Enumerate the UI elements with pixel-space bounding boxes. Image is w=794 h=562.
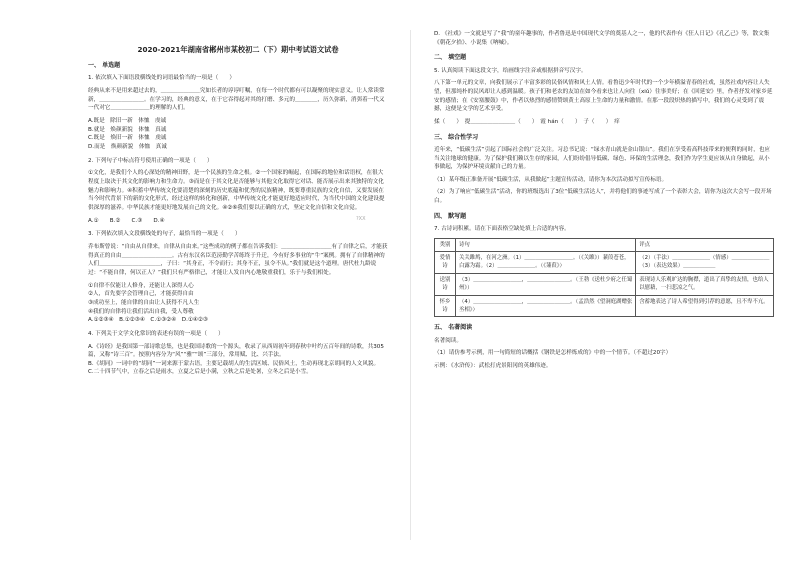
question-1 — [88, 74, 388, 151]
table-cell: 含蓄地表达了诗人希望得到引荐的意愿，且不卑不亢。 — [636, 295, 774, 317]
option: A.① B.② C.③ D.④ — [88, 217, 165, 224]
table-row — [435, 252, 774, 274]
option: A.既是 除旧一新 体恤 虔诚 — [88, 118, 167, 125]
table-cell: 表现诗人乐观旷达的胸襟，道出了真挚的友情，也给人以慰藉，一扫悲凉之气。 — [636, 273, 774, 295]
section-dictation: 四、 默写题 — [434, 212, 467, 220]
question-stem: 1. 依次填入下面语段横线处的词语最恰当的一项是（ ） — [88, 75, 235, 82]
table-header: 评点 — [636, 238, 774, 251]
column-divider — [410, 30, 411, 540]
left-column — [88, 30, 388, 377]
section-comprehensive: 三、 综合性学习 — [434, 133, 479, 141]
sub-question: （2）为了响应“低碳生活”活动，你的班级选出了3位“低碳生活达人”，并将他们的事迹写成了一个表彰大会，请你为这次大会写一段开场白。 — [434, 189, 772, 205]
answer-choices: A.①②③④ B.①②③④ C.①③②④ D.①④②③ — [88, 317, 208, 324]
question-stem: 2. 下列句子中标点符号使用正确的一项是（ ） — [88, 157, 213, 164]
option: ②人，首先要学会管理自己，才能获得自由 — [88, 291, 194, 298]
question-stem: 4. 下列关于文学文化常识的表述有误的一项是（ ） — [88, 330, 224, 337]
question-4 — [88, 330, 388, 377]
question-passage: ①文化，是我们个人的心深处的精神田野，是一个民族的生命之根。②一个国家的崛起，在国际的地位和话语权，在很大程度上取决于其文化的影响力和生命力。③而是在于其文化是否能够与其他文化取得它对话、能否展示出来其独特的文化魅力和影响力。④积蓄中华传统文化要清楚的深刻的历史底蕴和优秀的民族精神，既要尊重民族的文化自信，又要发展在当今时代背景下的新的文化形式，经过这样的转化和创新，中华传统文化才能更好地适应时代，为当代中国的文化建设提供深厚的滋养。中华民族才能更好地发展自己的文化。④②⑥我们要以正确的方式，坚定文化自信和文化自觉。 — [88, 170, 385, 211]
question-stem: 5. 认真阅读下面这段文字，给画线字注音或根据拼音写汉字。 — [434, 67, 587, 74]
question-passage: 近年来，“低碳生活”引起了国际社会的广泛关注。习总书记说：“绿水青山就是金山银山”。我们在享受着高科技带来的便利的同时，也应当关注地球的健康。为了保护我们赖以生存的家园，人们纷纷倡导低碳、绿色、环保的生活理念，我们作为学生更应该从自身做起，从小事做起，为保护环境贡献自己的力量。 — [434, 146, 771, 171]
option: ③成功至上，能自律的自由让人获得不凡人生 — [88, 299, 200, 306]
table-cell: 爱情诗 — [435, 252, 456, 274]
question-stem: 7. 古诗词积累。请在下面表格空缺处填上合适的内容。 — [434, 226, 570, 233]
option: A.《诗经》是我国第一部诗歌总集，也是我国诗歌的一个源头，收录了从西周初年到春秋中叶约五百年间的诗歌，共305篇，又称“诗三百”。按照内容分为“风”“雅”“颂”三部分，常用赋、比、兴手法。 — [88, 343, 384, 359]
question-passage: 经典从来不是用来超过去的，＿＿＿＿＿＿＿究如长者的谆谆叮嘱，在每一个时代都有可以凝聚的现实意义。让人常读常新，＿＿＿＿＿＿＿＿。在学习的，经典的意义，在于它吞得起对其的打磨、多元的＿＿＿＿，历久弥新，消弭着一代又一代对它＿＿＿＿＿＿＿的理解的人们。 — [88, 88, 385, 112]
option: D. 《社戏》一文就是写了“我”的童年趣事的，作者鲁迅是中国现代文学的奠基人之一，他的代表作有《狂人日记》《孔乙己》等，散文集《朝花夕拾》、小说集《呐喊》。 — [434, 31, 770, 46]
table-row — [435, 273, 774, 295]
option: ①自律不仅能让人修身，还能让人深得人心 — [88, 282, 194, 289]
table-header: 类别 — [435, 238, 456, 251]
question-3 — [88, 230, 388, 325]
pinyin-blanks: 揉（ ） 提＿＿＿＿＿＿＿＿（ ） 霞 hán（ ） 子（ ） 痒 — [434, 118, 620, 125]
section-fill-blank: 二、 填空题 — [434, 54, 467, 62]
option: C.既是 焕旧一新 体恤 虔诚 — [88, 135, 167, 142]
section-classic-reading: 五、 名著阅读 — [434, 324, 473, 332]
sub-question: （1）某年级正准备开展“低碳生活，从我做起”主题宣传活动，请你为本次活动拟写宣传标语。 — [434, 176, 668, 183]
right-column — [434, 30, 774, 375]
example-text: 示例：《水浒传》：武松打虎景阳冈的英雄伟迹。 — [434, 362, 552, 369]
table-header: 诗句 — [456, 238, 636, 251]
question-stem: 3. 下列依次填入文段横线处的句子，最恰当的一项是（ ） — [88, 231, 241, 238]
table-row — [435, 295, 774, 317]
table-cell: 怀乡诗 — [435, 295, 456, 317]
section-single-choice: 一、 单选题 — [88, 62, 121, 70]
paper-title: 2020-2021年湖南省郴州市某校初二（下）期中考试语文试卷 — [137, 45, 339, 54]
option: ④我们的自律将让我们活出自我，受人尊敬 — [88, 308, 194, 315]
sub-question: （1）请仿参考示例，用一句简短的话概括《钢铁是怎样炼成的》中的一个情节。（不超过20字） — [434, 350, 672, 357]
question-stem: 名著阅读。 — [434, 337, 462, 344]
question-passage: 八下第一单元的文章，向我们展示了丰富多彩的民俗风情和风土人情。看鲁迅少年时代的一个少年横溢青春的社戏，虽然社戏内容让人失望，但那纯朴的民风却让人感到温暖。孩子们和老农的友谊在如今看来也让人向往（xiǔ）往事美好；在《回延安》里，作者抒发对家乡延安的感情；在《安塞腰鼓》中，作者以热烈的感情赞颂黄土高原上生命的力量和激情。在那一段段炽热的描写中，我们的心灵受到了震撼，这便是文学的艺术享受。 — [434, 80, 773, 113]
side-mark: ?XX — [356, 216, 366, 222]
option: C.二十四节气中，立春之后是雨水，立夏之后是小满，立秋之后是处暑，立冬之后是小雪。 — [88, 369, 312, 376]
table-cell: （3）＿＿＿＿＿＿＿＿＿，＿＿＿＿＿＿＿＿。（王勃《送杜少府之任蜀州》） — [456, 273, 636, 295]
table-cell: （2）（手法）＿＿＿＿＿＿＿（情感）＿＿＿＿＿＿＿（3）（表达效果）＿＿＿＿＿＿ — [636, 252, 774, 274]
table-cell: 关关雎鸠，在河之洲。（1）＿＿＿＿＿＿＿＿＿。（《关雎》）蒹葭苍苍，白露为霜。（2）＿＿＿＿＿＿＿。（《蒹葭》） — [456, 252, 636, 274]
question-2 — [88, 157, 388, 226]
option: B.就是 焕颜新貌 体恤 真诚 — [88, 126, 167, 133]
table-header-row — [435, 238, 774, 251]
poetry-table — [434, 238, 774, 318]
table-cell: （4）＿＿＿＿＿＿＿＿＿，＿＿＿＿＿＿＿＿。（孟浩然《望洞庭湖赠张丞相》） — [456, 295, 636, 317]
option: D.而是 焕颜新貌 体恤 真诚 — [88, 144, 167, 151]
table-cell: 送别诗 — [435, 273, 456, 295]
question-passage: 乔布斯曾说：“自由从自律来，自律从自由来。”这些成功的例子都在告诉我们：＿＿＿＿＿＿＿＿＿有了自律之后，才能获得真正的自由＿＿＿＿＿＿＿＿＿。古有东汉名臣范滂勤学苦练终于升迁，今有好多事业的“牛”案例。拥有了自律精神的人们＿＿＿＿＿＿＿＿＿＿＿，子曰：“其身正，不令而行；其身不正，虽令不从。”我们就是这个道理。唐代杜九龄说过：“不能自律，何以正人？”我们只有严格律己，才能让人发自内心地敬重我们，乐于与我们相处。 — [88, 243, 388, 276]
option: B.《胡同》一词中的“胡同”一词来源于蒙古语，主要记载胡人的生活区域、民俗风土，生动再现北京胡同的人文风貌。 — [88, 360, 380, 367]
